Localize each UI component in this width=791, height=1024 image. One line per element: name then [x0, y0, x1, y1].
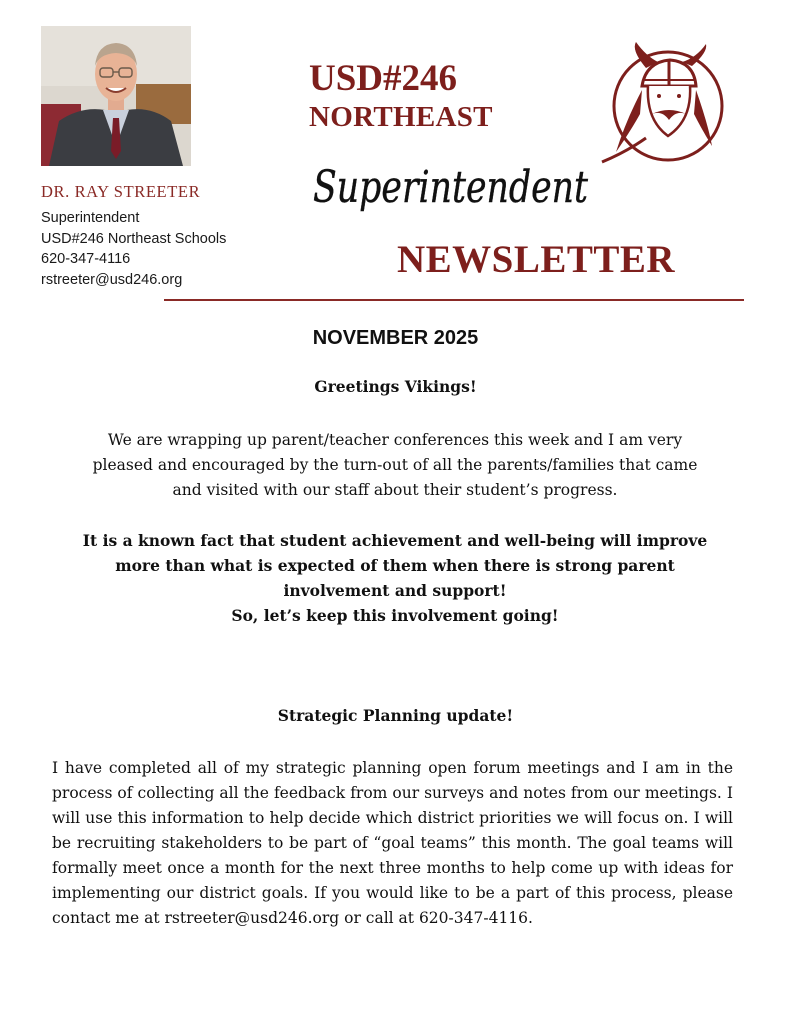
script-title-text: Superintendent: [313, 162, 589, 213]
highlight-line: involvement and support!: [283, 581, 507, 600]
email-address: rstreeter@usd246.org: [41, 271, 183, 288]
superintendent-photo: [41, 26, 191, 166]
intro-line: We are wrapping up parent/teacher conferences this week and I am very: [107, 431, 683, 449]
viking-logo: [596, 40, 736, 170]
header-divider: [164, 299, 744, 301]
highlight-line: It is a known fact that student achievement and well-being will improve: [82, 531, 708, 550]
script-title: [305, 140, 595, 236]
strategic-heading: Strategic Planning update!: [277, 706, 514, 725]
phone-number: 620-347-4116: [41, 251, 131, 267]
superintendent-name: DR. RAY STREETER: [41, 182, 201, 201]
intro-line: pleased and encouraged by the turn-out of all the parents/families that came: [92, 456, 698, 474]
highlight-paragraph: [50, 528, 740, 628]
superintendent-title: Superintendent: [41, 210, 140, 226]
issue-month: NOVEMBER 2025: [312, 327, 479, 349]
district-code: USD#246: [309, 58, 458, 99]
intro-paragraph: [60, 428, 730, 503]
newsletter-label: NEWSLETTER: [397, 238, 676, 281]
strategic-paragraph: I have completed all of my strategic planning open forum meetings and I am in the process of collecting all the feedback from our surveys and notes from our meetings. I will use this information to help decide which district priorities we will focus on. I will be recruiting stakeholders to be part of “goal teams” this month. The goal teams will formally meet once a month for the next three months to help come up with ideas for implementing our district goals. If you would like to be a part of this process, please contact me at rstreeter@usd246.org or call at 620-347-4116.: [52, 759, 733, 927]
highlight-line: So, let’s keep this involvement going!: [231, 606, 559, 625]
greeting: Greetings Vikings!: [314, 377, 477, 396]
district-name: NORTHEAST: [309, 101, 493, 133]
district-line: USD#246 Northeast Schools: [41, 230, 227, 247]
contact-block: [41, 208, 226, 290]
highlight-line: more than what is expected of them when there is strong parent: [115, 556, 675, 575]
intro-line: and visited with our staff about their student’s progress.: [172, 481, 618, 499]
